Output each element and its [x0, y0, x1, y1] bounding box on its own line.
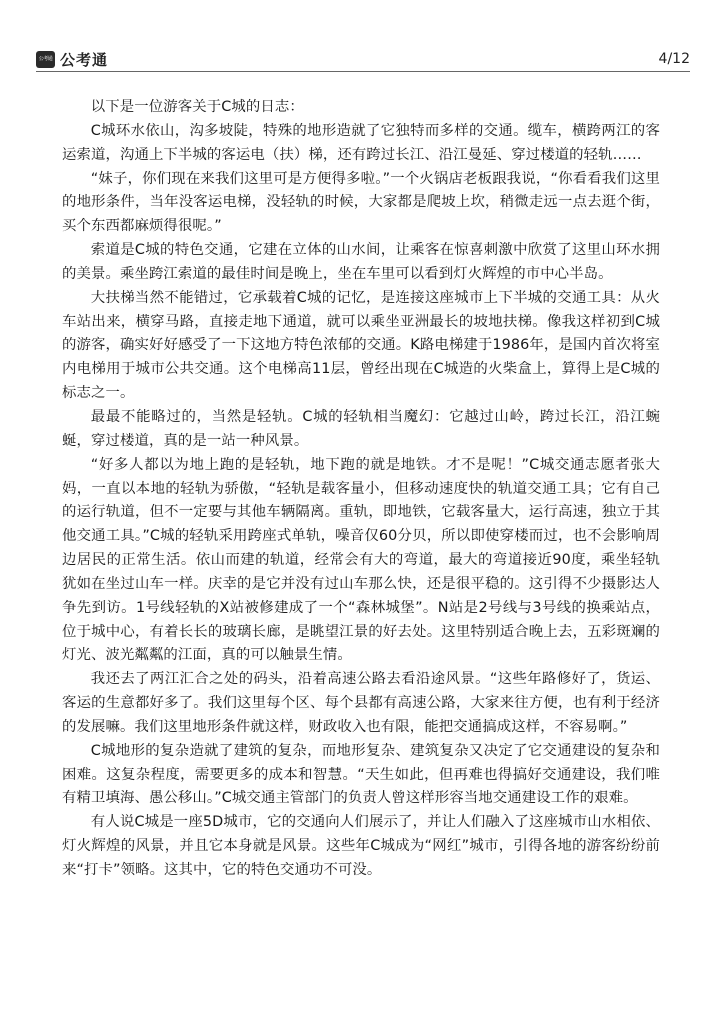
paragraph: 索道是C城的特色交通，它建在立体的山水间，让乘客在惊喜刺激中欣赏了这里山环水拥的美景。乘坐跨江索道的最佳时间是晚上，坐在车里可以看到灯火辉煌的市中心半岛。: [62, 242, 660, 282]
document-body: [62, 96, 660, 883]
header-divider: [36, 71, 690, 72]
paragraph: 最最不能略过的，当然是轻轨。C城的轻轨相当魔幻：它越过山岭，跨过长江，沿江蜿蜒，穿过楼道，真的是一站一种风景。: [62, 408, 660, 449]
paragraph: 有人说C城是一座5D城市，它的交通向人们展示了，并让人们融入了这座城市山水相依、灯火辉煌的风景，并且它本身就是风景。这些年C城成为“网红”城市，引得各地的游客纷纷前来“打卡”领略。这其中，它的特色交通功不可没。: [62, 814, 660, 878]
paragraph: 以下是一位游客关于C城的日志：: [90, 99, 304, 115]
paragraph: 我还去了两江汇合之处的码头，沿着高速公路去看沿途风景。“这些年路修好了，货运、客运的生意都好多了。我们这里每个区、每个县都有高速公路，大家来往方便，也有利于经济的发展嘛。我们这里地形条件就这样，财政收入也有限，能把交通搞成这样，不容易啊。”: [62, 671, 660, 735]
brand-name: 公考通: [60, 51, 109, 69]
paragraph: C城环水依山，沟多坡陡，特殊的地形造就了它独特而多样的交通。缆车，横跨两江的客运索道，沟通上下半城的客运电（扶）梯，还有跨过长江、沿江曼延、穿过楼道的轻轨……: [62, 122, 660, 163]
paragraph: 大扶梯当然不能错过，它承载着C城的记忆，是连接这座城市上下半城的交通工具：从火车站出来，横穿马路，直接走地下通道，就可以乘坐亚洲最长的坡地扶梯。像我这样初到C城的游客，确实好好感受了一下这地方特色浓郁的交通。K路电梯建于1986年，是国内首次将室内电梯用于城市公共交通。这个电梯高11层，曾经出现在C城造的火柴盒上，算得上是C城的标志之一。: [62, 289, 660, 402]
paragraph: “好多人都以为地上跑的是轻轨，地下跑的就是地铁。才不是呢！”C城交通志愿者张大妈，一直以本地的轻轨为骄傲，“轻轨是载客量小，但移动速度快的轨道交通工具；它有自己的运行轨道，但不一定要与其他车辆隔离。重轨，即地铁，它载客量大，运行高速，独立于其他交通工具。”C城的轻轨采用跨座式单轨，噪音仅60分贝，所以即使穿楼而过，也不会影响周边居民的正常生活。依山而建的轨道，经常会有大的弯道，最大的弯道接近90度，乘坐轻轨犹如在坐过山车一样。庆幸的是它并没有过山车那么快，还是很平稳的。这引得不少摄影达人争先到访。1号线轻轨的X站被修建成了一个“森林城堡”。N站是2号线与3号线的换乘站点，位于城中心，有着长长的玻璃长廊，是眺望江景的好去处。这里特别适合晚上去，五彩斑斓的灯光、波光粼粼的江面，真的可以触景生情。: [62, 456, 660, 664]
paragraph: C城地形的复杂造就了建筑的复杂，而地形复杂、建筑复杂又决定了它交通建设的复杂和困难。这复杂程度，需要更多的成本和智慧。“天生如此，但再难也得搞好交通建设，我们唯有精卫填海、愚公移山。”C城交通主管部门的负责人曾这样形容当地交通建设工作的艰难。: [62, 742, 660, 807]
logo-badge-icon: 公考通: [36, 51, 55, 68]
page-number: 4/12: [658, 51, 690, 67]
page-header: [36, 46, 690, 72]
brand-logo: [36, 49, 108, 70]
paragraph: “妹子，你们现在来我们这里可是方便得多啦。”一个火锅店老板跟我说，“你看看我们这里的地形条件，当年没客运电梯，没轻轨的时候，大家都是爬坡上坎，稍微走远一点去逛个街，买个东西都麻烦得很呢。”: [62, 170, 660, 235]
